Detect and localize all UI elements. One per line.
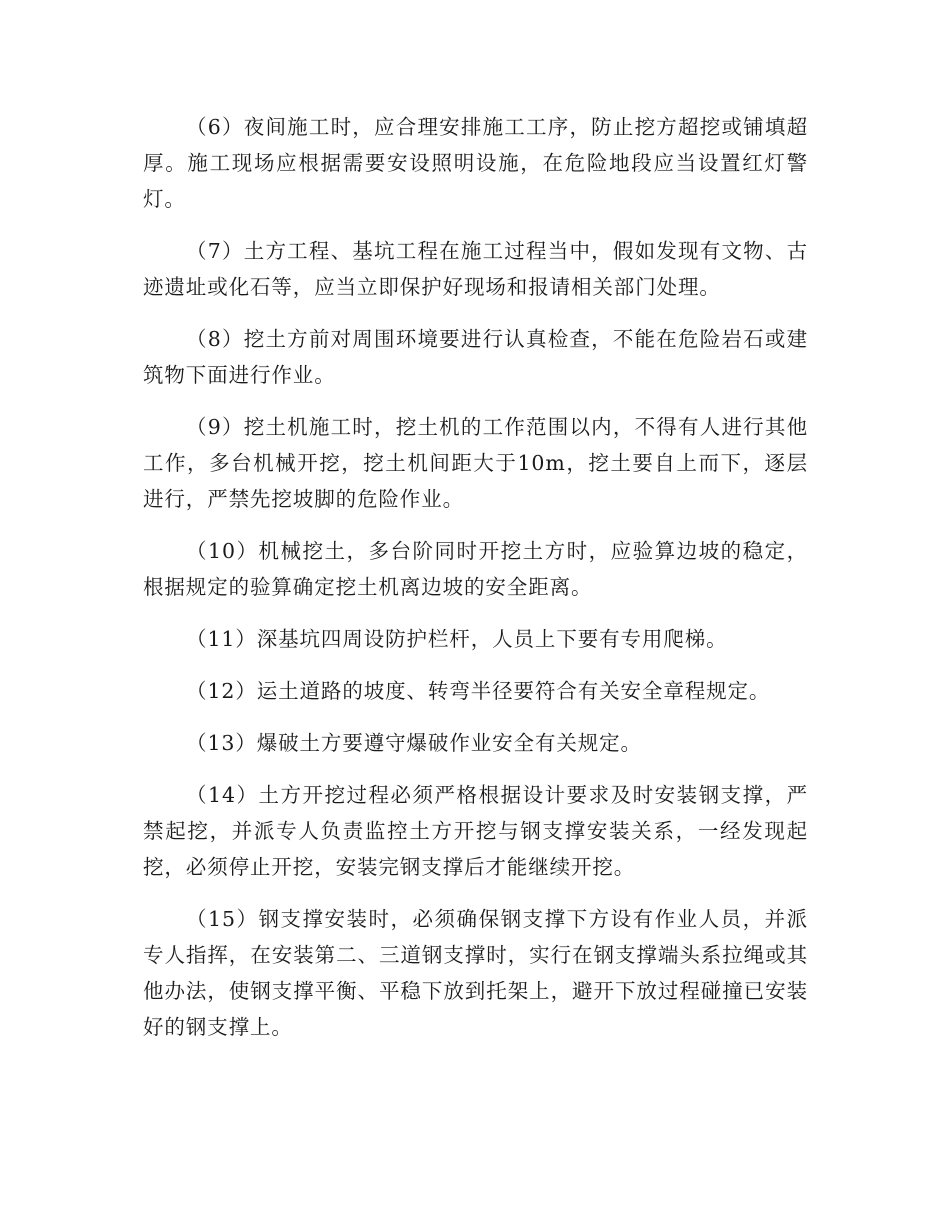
- paragraph-item-7: （7）土方工程、基坑工程在施工过程当中，假如发现有文物、古迹遗址或化石等，应当立即保护好现场和报请相关部门处理。: [143, 239, 808, 299]
- paragraph-item-12: （12）运土道路的坡度、转弯半径要符合有关安全章程规定。: [186, 679, 771, 703]
- paragraph-item-6: （6）夜间施工时，应合理安排施工工序，防止挖方超挖或铺填超厚。施工现场应根据需要安设照明设施，在危险地段应当设置红灯警灯。: [143, 115, 808, 211]
- paragraph-item-8: （8）挖土方前对周围环境要进行认真检查，不能在危险岩石或建筑物下面进行作业。: [143, 327, 808, 387]
- paragraph-item-13: （13）爆破土方要遵守爆破作业安全有关规定。: [186, 731, 642, 755]
- paragraph-item-15: （15）钢支撑安装时，必须确保钢支撑下方设有作业人员，并派专人指挥，在安装第二、三道钢支撑时，实行在钢支撑端头系拉绳或其他办法，使钢支撑平衡、平稳下放到托架上，避开下放过程碰撞已安装好的钢支撑上。: [143, 907, 808, 1039]
- paragraph-item-14: （14）土方开挖过程必须严格根据设计要求及时安装钢支撑，严禁起挖，并派专人负责监控土方开挖与钢支撑安装关系，一经发现起挖，必须停止开挖，安装完钢支撑后才能继续开挖。: [143, 783, 808, 879]
- paragraph-item-9: （9）挖土机施工时，挖土机的工作范围以内，不得有人进行其他工作，多台机械开挖，挖土机间距大于10m，挖土要自上而下，逐层进行，严禁先挖坡脚的危险作业。: [143, 415, 808, 511]
- document-body: [143, 109, 808, 1061]
- paragraph-item-11: （11）深基坑四周设防护栏杆，人员上下要有专用爬梯。: [186, 627, 728, 651]
- paragraph-item-10: （10）机械挖土，多台阶同时开挖土方时，应验算边坡的稳定，根据规定的验算确定挖土机离边坡的安全距离。: [143, 539, 808, 599]
